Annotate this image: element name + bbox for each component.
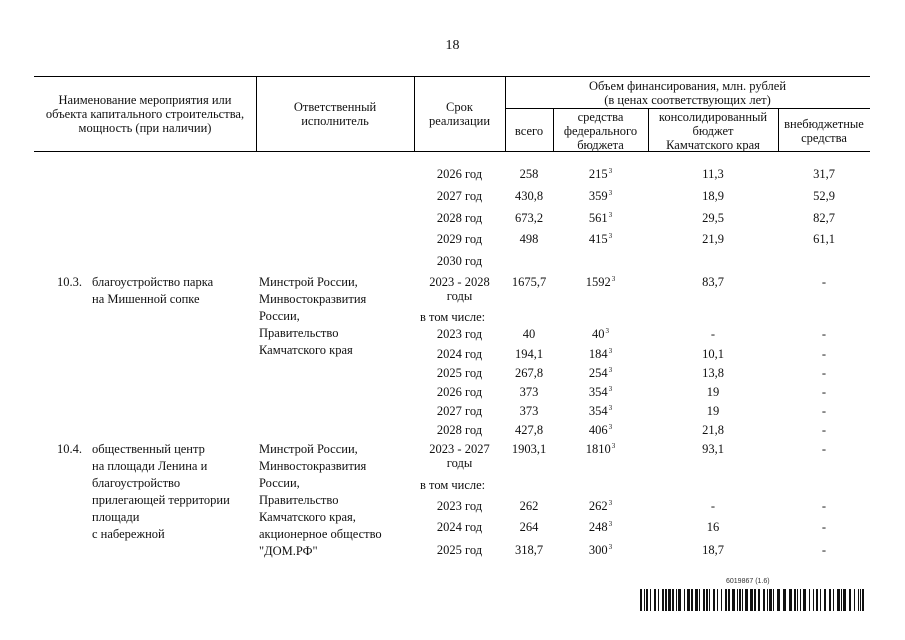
- item-name-line: общественный центр: [92, 442, 205, 456]
- barcode-bar: [820, 589, 821, 611]
- barcode-bar: [816, 589, 818, 611]
- row-period: в том числе:: [420, 478, 486, 492]
- barcode-bar: [769, 589, 772, 611]
- row-period: 2024 год: [436, 347, 483, 361]
- barcode-bar: [773, 589, 774, 611]
- row-regional: 21,8: [702, 423, 724, 437]
- row-total: 673,2: [514, 211, 544, 225]
- barcode-caption: 6019867 (1.6): [726, 578, 770, 585]
- footnote-marker: 3: [608, 166, 613, 175]
- row-federal: $406^3$: [588, 422, 613, 437]
- header-finance-line: Объем финансирования, млн. рублей: [588, 79, 787, 93]
- barcode-bar: [662, 589, 664, 611]
- barcode-bar: [763, 589, 765, 611]
- row-regional: 10,1: [702, 347, 724, 361]
- item-executor-line: Камчатского края,: [259, 510, 356, 524]
- row-total: 194,1: [514, 347, 544, 361]
- subheader-federal-line: федерального: [563, 124, 638, 138]
- header-finance-line: (в ценах соответствующих лет): [604, 93, 771, 107]
- row-extra: -: [821, 275, 827, 289]
- row-total: 264: [519, 520, 539, 534]
- row-period: 2023 год: [436, 499, 483, 513]
- barcode-bar: [783, 589, 786, 611]
- barcode-bar: [803, 589, 806, 611]
- row-total: 1903,1: [511, 442, 547, 456]
- finance-subheader-rule: [505, 108, 870, 109]
- row-total: 267,8: [514, 366, 544, 380]
- barcode-bar: [668, 589, 671, 611]
- row-regional: 29,5: [702, 211, 724, 225]
- header-name-line: Наименование мероприятия или: [58, 93, 232, 107]
- footnote-marker: 3: [605, 326, 609, 335]
- barcode-bar: [684, 589, 685, 611]
- row-regional: 11,3: [702, 167, 724, 181]
- header-exec-line: Ответственный: [293, 100, 377, 114]
- barcode-bar: [706, 589, 708, 611]
- footnote-marker: 3: [608, 519, 613, 528]
- footnote-marker: 3: [608, 422, 613, 431]
- footnote-marker: 3: [608, 210, 613, 219]
- footnote-marker: 3: [611, 441, 616, 450]
- barcode-bar: [678, 589, 681, 611]
- row-period: 2028 год: [436, 423, 483, 437]
- row-regional: 21,9: [702, 232, 724, 246]
- barcode-bar: [654, 589, 656, 611]
- row-regional: 16: [706, 520, 720, 534]
- subheader-federal-line: средства: [577, 110, 624, 124]
- row-period: 2028 год: [436, 211, 483, 225]
- header-period-line: Срок: [446, 100, 473, 114]
- item-executor-line: акционерное общество: [259, 527, 382, 541]
- barcode-bar: [691, 589, 693, 611]
- row-federal: $184^3$: [588, 346, 613, 361]
- row-federal: $354^3$: [588, 403, 613, 418]
- barcode-bar: [717, 589, 718, 611]
- barcode-bar: [713, 589, 715, 611]
- row-extra: -: [821, 366, 827, 380]
- barcode-bar: [767, 589, 768, 611]
- item-name-line: с набережной: [92, 527, 165, 541]
- barcode-bar: [837, 589, 840, 611]
- row-regional: 19: [706, 404, 720, 418]
- subheader-regional-line: консолидированный: [658, 110, 768, 124]
- row-federal: $415^3$: [588, 231, 613, 246]
- barcode-bar: [809, 589, 810, 611]
- item-executor-line: Минвостокразвития: [259, 459, 367, 473]
- item-executor-line: Минстрой России,: [259, 442, 358, 456]
- item-name-line: прилегающей территории: [92, 493, 230, 507]
- subheader-federal-line: бюджета: [577, 138, 624, 152]
- row-regional: -: [710, 499, 716, 513]
- row-period: 2025 год: [436, 543, 483, 557]
- row-regional: 13,8: [702, 366, 724, 380]
- row-period-cont: годы: [446, 456, 473, 470]
- subheader-total: всего: [514, 124, 544, 138]
- barcode-bar: [860, 589, 861, 611]
- row-period: в том числе:: [420, 310, 486, 324]
- barcode-bar: [672, 589, 674, 611]
- barcode: [640, 589, 866, 611]
- row-extra: 61,1: [813, 232, 835, 246]
- row-total: 258: [519, 167, 539, 181]
- row-federal: $300^3$: [588, 542, 613, 557]
- item-executor-line: Камчатского края: [259, 343, 353, 357]
- barcode-bar: [721, 589, 722, 611]
- barcode-bar: [841, 589, 842, 611]
- row-total: 373: [519, 404, 539, 418]
- header-period-line: реализации: [428, 114, 491, 128]
- barcode-bar: [709, 589, 710, 611]
- barcode-bar: [640, 589, 642, 611]
- item-executor-line: России,: [259, 476, 300, 490]
- row-extra: -: [821, 543, 827, 557]
- row-total: 430,8: [514, 189, 544, 203]
- barcode-bar: [833, 589, 834, 611]
- item-number: 10.4.: [57, 442, 82, 456]
- header-name-line: объекта капитального строительства,: [45, 107, 245, 121]
- row-extra: -: [821, 442, 827, 456]
- row-period: 2025 год: [436, 366, 483, 380]
- footnote-marker: 3: [608, 498, 613, 507]
- item-executor-line: Правительство: [259, 493, 339, 507]
- row-federal: $215^3$: [588, 166, 613, 181]
- row-period: 2029 год: [436, 232, 483, 246]
- barcode-bar: [849, 589, 851, 611]
- row-total: 427,8: [514, 423, 544, 437]
- row-period: 2023 - 2027: [429, 442, 490, 456]
- barcode-bar: [699, 589, 700, 611]
- barcode-bar: [843, 589, 846, 611]
- barcode-bar: [754, 589, 756, 611]
- row-regional: 18,9: [702, 189, 724, 203]
- item-name-line: площади: [92, 510, 140, 524]
- table-top-rule: [34, 76, 870, 77]
- row-federal: $359^3$: [588, 188, 613, 203]
- row-extra: -: [821, 520, 827, 534]
- subheader-regional-line: Камчатского края: [666, 138, 760, 152]
- row-federal: 1592$^3$: [585, 274, 616, 289]
- barcode-bar: [687, 589, 690, 611]
- row-regional: 83,7: [702, 275, 724, 289]
- footnote-marker: 3: [611, 274, 616, 283]
- row-period: 2030 год: [436, 254, 483, 268]
- barcode-bar: [742, 589, 743, 611]
- barcode-bar: [824, 589, 826, 611]
- footnote-marker: 3: [608, 542, 613, 551]
- row-total: 40: [522, 327, 536, 341]
- subheader-extra-line: средства: [801, 131, 847, 145]
- row-extra: -: [821, 499, 827, 513]
- barcode-bar: [728, 589, 730, 611]
- row-total: 262: [519, 499, 539, 513]
- footnote-marker: 3: [608, 231, 613, 240]
- row-extra: -: [821, 423, 827, 437]
- barcode-bar: [797, 589, 798, 611]
- item-executor-line: "ДОМ.РФ": [259, 544, 318, 558]
- row-regional: 19: [706, 385, 720, 399]
- row-extra: -: [821, 404, 827, 418]
- barcode-bar: [862, 589, 864, 611]
- footnote-marker: 3: [608, 384, 613, 393]
- row-federal: 1810$^3$: [585, 441, 616, 456]
- item-executor-line: Минстрой России,: [259, 275, 358, 289]
- barcode-bar: [658, 589, 659, 611]
- barcode-bar: [703, 589, 705, 611]
- item-number: 10.3.: [57, 275, 82, 289]
- barcode-bar: [745, 589, 748, 611]
- row-regional: 93,1: [702, 442, 724, 456]
- row-federal: $248^3$: [588, 519, 613, 534]
- row-period: 2026 год: [436, 167, 483, 181]
- footnote-marker: 3: [608, 188, 613, 197]
- row-total: 498: [519, 232, 539, 246]
- row-regional: -: [710, 327, 716, 341]
- item-name-line: на Мишенной сопке: [92, 292, 200, 306]
- row-period-cont: годы: [446, 289, 473, 303]
- row-regional: 18,7: [702, 543, 724, 557]
- header-exec-line: исполнитель: [301, 114, 369, 128]
- row-total: 373: [519, 385, 539, 399]
- barcode-bar: [777, 589, 780, 611]
- row-federal: $561^3$: [588, 210, 613, 225]
- barcode-bar: [739, 589, 741, 611]
- row-extra: -: [821, 347, 827, 361]
- row-period: 2024 год: [436, 520, 483, 534]
- barcode-bar: [800, 589, 801, 611]
- barcode-bar: [789, 589, 792, 611]
- item-executor-line: Правительство: [259, 326, 339, 340]
- barcode-bar: [854, 589, 855, 611]
- barcode-bar: [750, 589, 753, 611]
- barcode-bar: [676, 589, 677, 611]
- barcode-bar: [794, 589, 796, 611]
- row-extra: 31,7: [813, 167, 835, 181]
- row-federal: $354^3$: [588, 384, 613, 399]
- barcode-bar: [644, 589, 645, 611]
- barcode-bar: [665, 589, 667, 611]
- row-federal: $262^3$: [588, 498, 613, 513]
- footnote-marker: 3: [608, 365, 613, 374]
- barcode-bar: [737, 589, 738, 611]
- barcode-bar: [695, 589, 698, 611]
- row-total: 1675,7: [511, 275, 547, 289]
- item-name-line: благоустройство парка: [92, 275, 214, 289]
- row-period: 2023 - 2028: [429, 275, 490, 289]
- subheader-regional-line: бюджет: [692, 124, 734, 138]
- barcode-bar: [725, 589, 727, 611]
- footnote-marker: 3: [608, 346, 613, 355]
- row-extra: 82,7: [813, 211, 835, 225]
- subheader-extra-line: внебюджетные: [784, 117, 864, 131]
- barcode-bar: [858, 589, 859, 611]
- barcode-bar: [813, 589, 814, 611]
- row-federal: $40^3$: [592, 326, 609, 341]
- header-name-line: мощность (при наличии): [78, 121, 212, 135]
- row-federal: $254^3$: [588, 365, 613, 380]
- row-period: 2023 год: [436, 327, 483, 341]
- item-name-line: на площади Ленина и: [92, 459, 208, 473]
- page-number: 18: [445, 38, 460, 53]
- item-executor-line: Минвостокразвития: [259, 292, 367, 306]
- row-total: 318,7: [514, 543, 544, 557]
- item-executor-line: России,: [259, 309, 300, 323]
- footnote-marker: 3: [608, 403, 613, 412]
- row-extra: -: [821, 385, 827, 399]
- barcode-bar: [646, 589, 648, 611]
- barcode-bar: [758, 589, 760, 611]
- row-period: 2027 год: [436, 189, 483, 203]
- row-extra: 52,9: [813, 189, 835, 203]
- barcode-bar: [650, 589, 651, 611]
- barcode-bar: [732, 589, 735, 611]
- item-name-line: благоустройство: [92, 476, 181, 490]
- row-period: 2027 год: [436, 404, 483, 418]
- row-period: 2026 год: [436, 385, 483, 399]
- row-extra: -: [821, 327, 827, 341]
- barcode-bar: [829, 589, 831, 611]
